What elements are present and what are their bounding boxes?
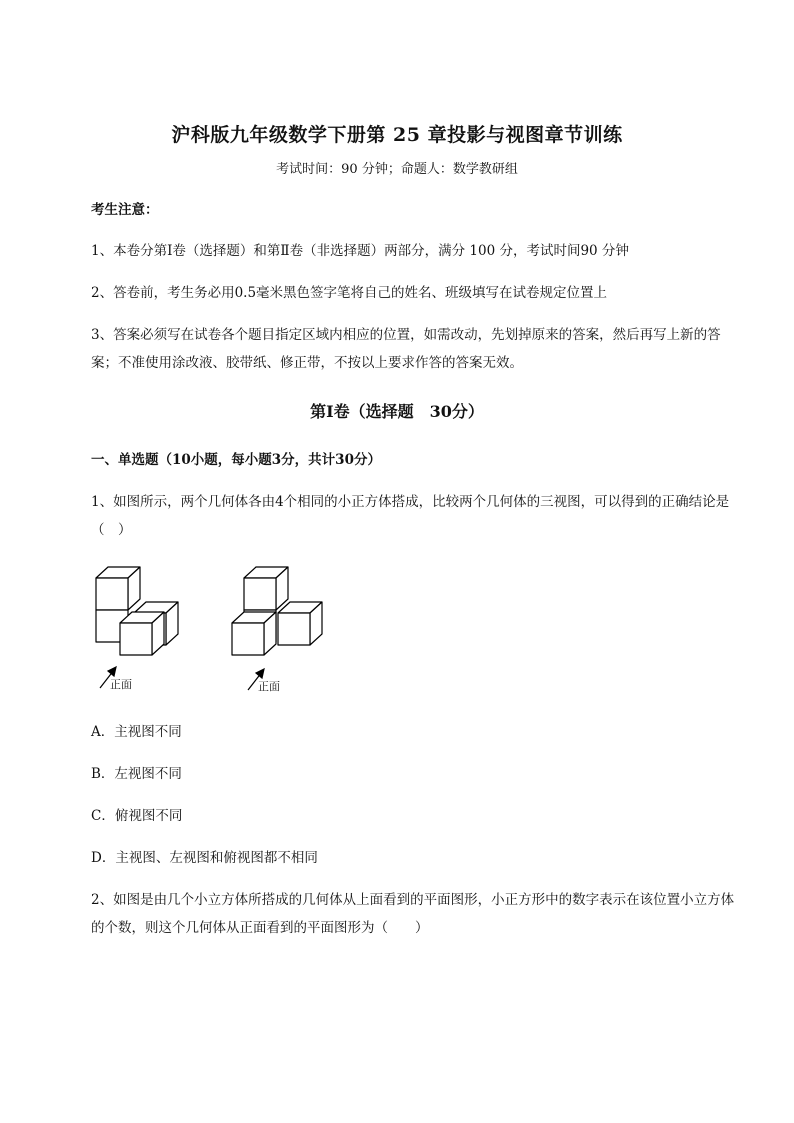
notice-heading: 考生注意： [91,202,159,218]
solid-1-drawing [96,567,178,655]
option-c[interactable]: C．俯视图不同 [91,808,183,824]
option-d[interactable]: D．主视图、左视图和俯视图都不相同 [91,850,318,866]
part-heading: 一、单选题（10小题，每小题3分，共计30分） [91,452,381,468]
section-title: 第Ⅰ卷（选择题 30分） [310,402,484,421]
question-2-text: 2、如图是由几个小立方体所搭成的几何体从上面看到的平面图形，小正方形中的数字表示在该位置小立方体的个数，则这个几何体从正面看到的平面图形为（ ） [91,892,735,936]
option-b[interactable]: B．左视图不同 [91,766,182,782]
arrowhead-icon [108,667,116,676]
arrowhead-icon [256,669,264,678]
front-label-1: 正面 [110,678,132,691]
exam-info: 考试时间：90 分钟；命题人：数学教研组 [276,162,518,177]
notice-item-1: 1、本卷分第Ⅰ卷（选择题）和第Ⅱ卷（非选择题）两部分，满分 100 分，考试时间90 分钟 [91,243,629,259]
front-label-2: 正面 [258,680,280,693]
option-a[interactable]: A．主视图不同 [91,724,182,740]
question-1-text: 1、如图所示，两个几何体各由4个相同的小正方体搭成，比较两个几何体的三视图，可以得到的正确结论是（ ） [91,494,730,538]
notice-item-3: 3、答案必须写在试卷各个题目指定区域内相应的位置，如需改动，先划掉原来的答案，然后再写上新的答案；不准使用涂改液、胶带纸、修正带，不按以上要求作答的答案无效。 [91,327,721,371]
notice-item-2: 2、答卷前，考生务必用0.5毫米黑色签字笔将自己的姓名、班级填写在试卷规定位置上 [91,285,608,301]
question-1-figure [90,560,340,700]
page-title: 沪科版九年级数学下册第 25 章投影与视图章节训练 [171,124,623,146]
solid-2-drawing [232,567,322,655]
